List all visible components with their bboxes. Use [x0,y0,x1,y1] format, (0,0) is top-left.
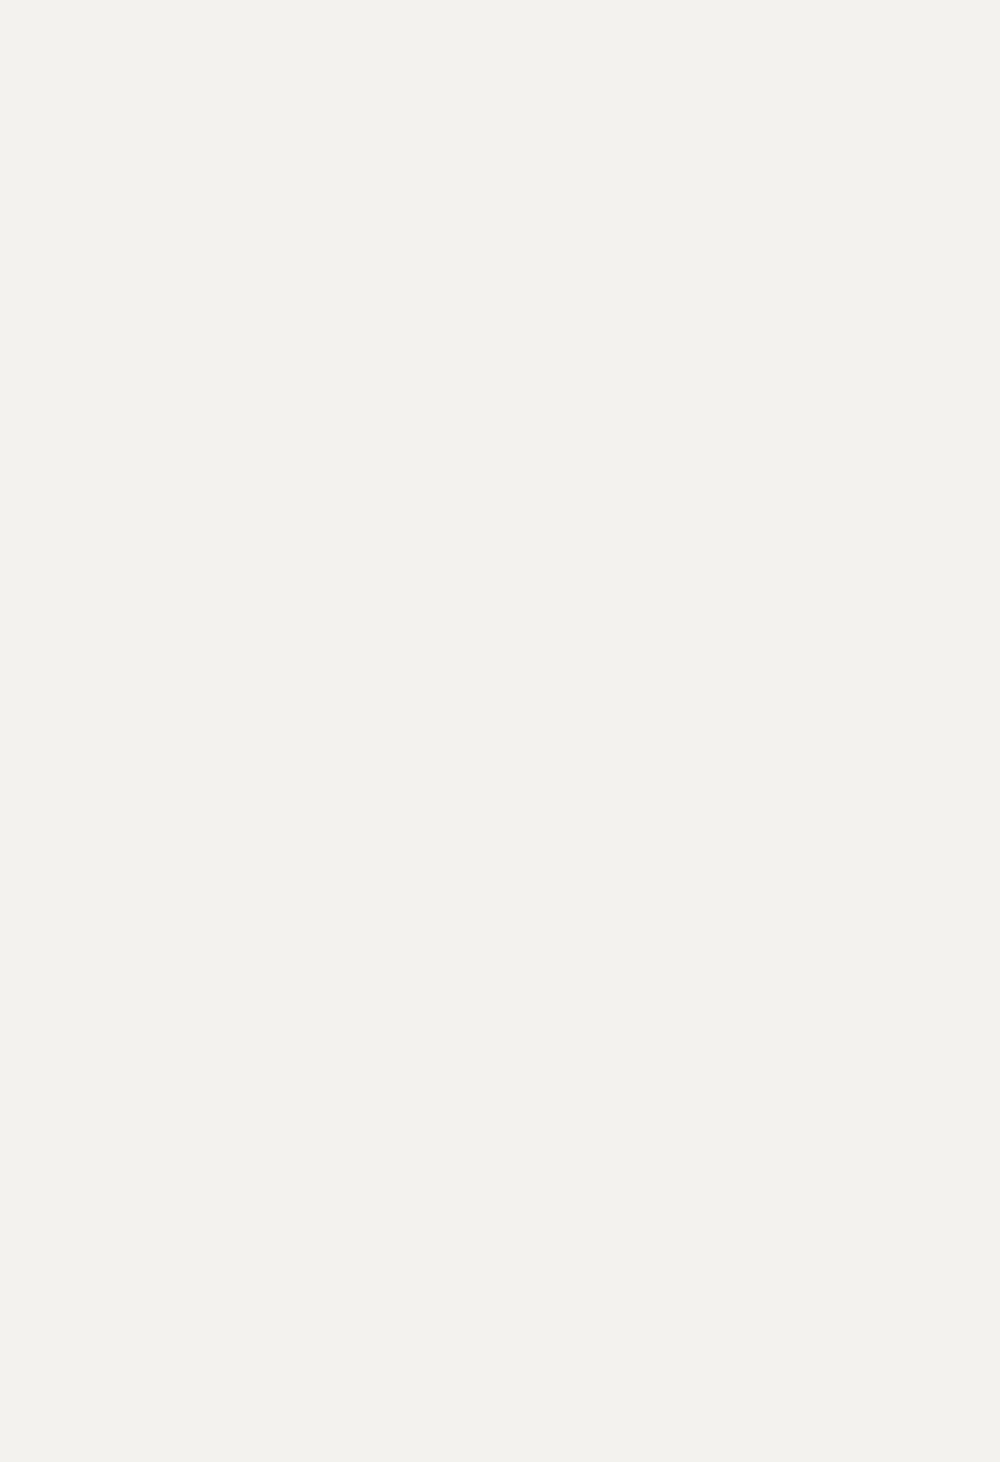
watermark-logo [826,1384,986,1454]
